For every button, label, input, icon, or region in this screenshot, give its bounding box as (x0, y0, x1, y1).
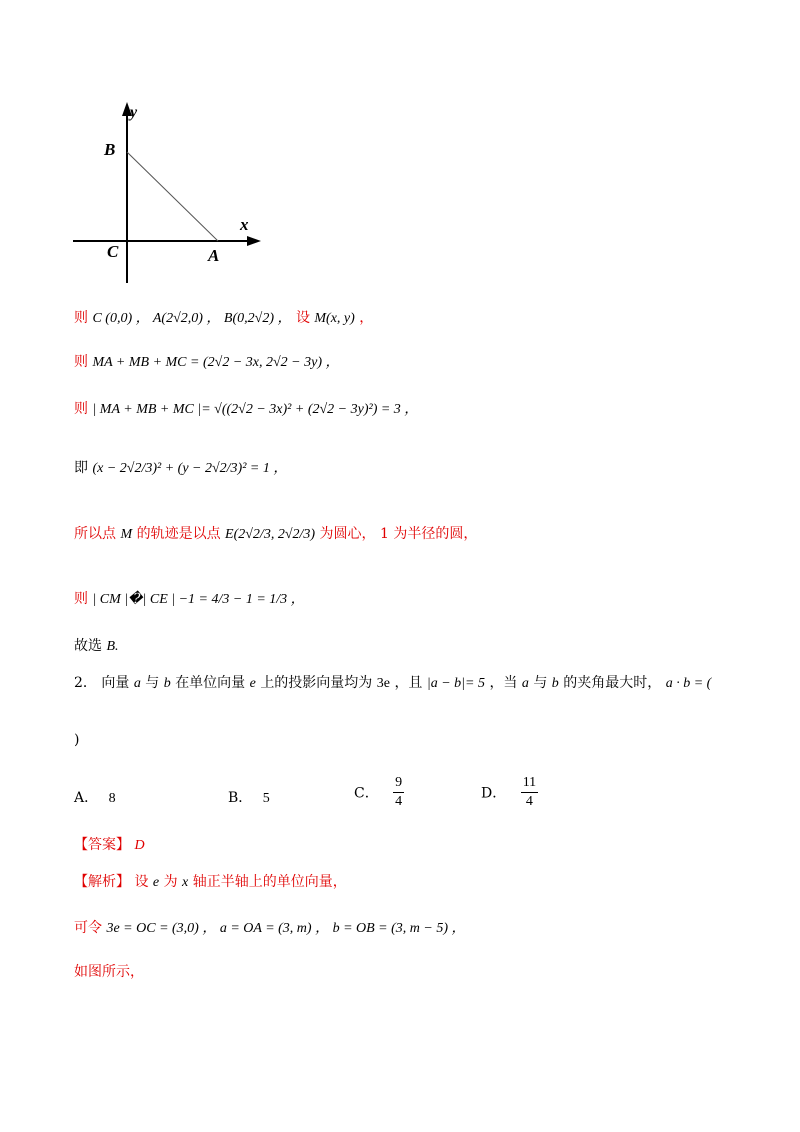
vector-sum-formula: MA + MB + MC = (2√2 − 3x, 2√2 − 3y) ， (92, 355, 340, 370)
ji-label: 即 (74, 460, 88, 476)
q-text: ，且 (394, 675, 423, 691)
modulus-formula: | MA + MB + MC |= √((2√2 − 3x)² + (2√2 − 3y)²) = 3 ， (92, 402, 419, 417)
radius-value: 1 (379, 526, 389, 542)
figure-note-line (74, 962, 144, 982)
q-text: 的夹角最大时， (563, 675, 662, 691)
option-c[interactable] (354, 774, 405, 811)
triangle-diagram (70, 100, 270, 290)
vector-b: b (163, 676, 171, 691)
option-b[interactable] (228, 787, 270, 807)
q-text: 上的投影向量均为 (260, 675, 373, 691)
locus-point-m: M (120, 527, 133, 542)
segment-ba (127, 152, 218, 241)
coords-line (74, 308, 373, 329)
vector-sum-line (74, 352, 339, 373)
option-label: C． (354, 785, 379, 802)
vector-b: b (551, 676, 559, 691)
option-fraction (393, 774, 404, 811)
label-y: y (130, 104, 138, 121)
q-text: 与 (145, 675, 160, 691)
fraction-denominator: 4 (525, 794, 533, 809)
locus-text-3: 为圆心， (319, 526, 376, 542)
dot-product-ask: a · b = ( (665, 676, 712, 691)
question-number: 2． (74, 675, 97, 691)
option-fraction (521, 774, 538, 811)
label-x: x (240, 215, 249, 234)
coords-text: C (0,0) ， A(2√2,0) ， B(0,2√2) ， (92, 311, 292, 326)
question-2 (74, 673, 711, 694)
q-text: 向量 (101, 675, 130, 691)
label-b: B (104, 140, 116, 159)
option-label: A． (74, 790, 99, 806)
analysis-line (74, 872, 347, 893)
choose-line (74, 636, 119, 657)
circle-equation-line (74, 458, 287, 479)
label-c: C (107, 242, 119, 261)
locus-line (74, 524, 477, 545)
then-label: 则 (74, 310, 88, 326)
result-formula: | CM |�| CE | −1 = 4/3 − 1 = 1/3 ， (92, 592, 305, 607)
label-a: A (208, 246, 220, 265)
vector-equations: 3e = OC = (3,0) ， a = OA = (3, m) ， b = OB = (3, m − 5) ， (106, 921, 466, 936)
fraction-numerator: 9 (393, 774, 404, 793)
unit-vector-e: e (152, 875, 160, 890)
q-text: 与 (533, 675, 548, 691)
choose-label: 故选 (74, 638, 102, 654)
result-line (74, 589, 305, 610)
center-e: E(2√2/3, 2√2/3) (225, 527, 316, 542)
vector-a: a (133, 676, 141, 691)
let-line (74, 918, 466, 939)
locus-text-1: 所以点 (74, 526, 116, 542)
vector-a: a (521, 676, 529, 691)
q-text: ，当 (489, 675, 518, 691)
answer-line (74, 835, 145, 856)
fraction-numerator: 11 (521, 774, 538, 793)
vector-e: e (249, 676, 256, 691)
then-label: 则 (74, 591, 88, 607)
option-value: 8 (108, 791, 116, 806)
modulus-line (74, 399, 418, 420)
locus-text-2: 的轨迹是以点 (136, 526, 221, 542)
figure-note: 如图所示， (74, 964, 144, 980)
option-value: 5 (262, 791, 270, 806)
projection-vector: 3e (376, 676, 390, 691)
option-d[interactable] (481, 774, 539, 811)
option-label: D． (481, 785, 507, 802)
set-label: 设 (295, 310, 310, 326)
answer-tag: 【答案】 (74, 837, 130, 853)
analysis-text: 为 (163, 874, 178, 890)
then-label: 则 (74, 354, 88, 370)
point-m: M(x, y) (314, 311, 355, 326)
option-label: B． (228, 790, 253, 806)
x-axis-arrow (247, 236, 261, 246)
fraction-denominator: 4 (395, 794, 403, 809)
analysis-text: 设 (134, 874, 149, 890)
choose-value: B. (106, 639, 119, 654)
comma: ， (359, 310, 374, 326)
then-label: 则 (74, 401, 88, 417)
analysis-text: 轴正半轴上的单位向量， (192, 874, 347, 890)
option-a[interactable] (74, 787, 116, 807)
close-paren: ) (74, 732, 80, 748)
let-label: 可令 (74, 920, 102, 936)
condition-formula: |a − b|= 5 (426, 676, 485, 691)
locus-text-4: 为半径的圆， (393, 526, 478, 542)
coordinate-figure (70, 100, 270, 294)
axis-x: x (182, 875, 189, 890)
analysis-tag: 【解析】 (74, 874, 130, 890)
q-text: 在单位向量 (175, 675, 246, 691)
question-close-paren (74, 730, 79, 750)
answer-value: D (134, 838, 145, 853)
circle-equation: (x − 2√2/3)² + (y − 2√2/3)² = 1 ， (92, 461, 288, 476)
